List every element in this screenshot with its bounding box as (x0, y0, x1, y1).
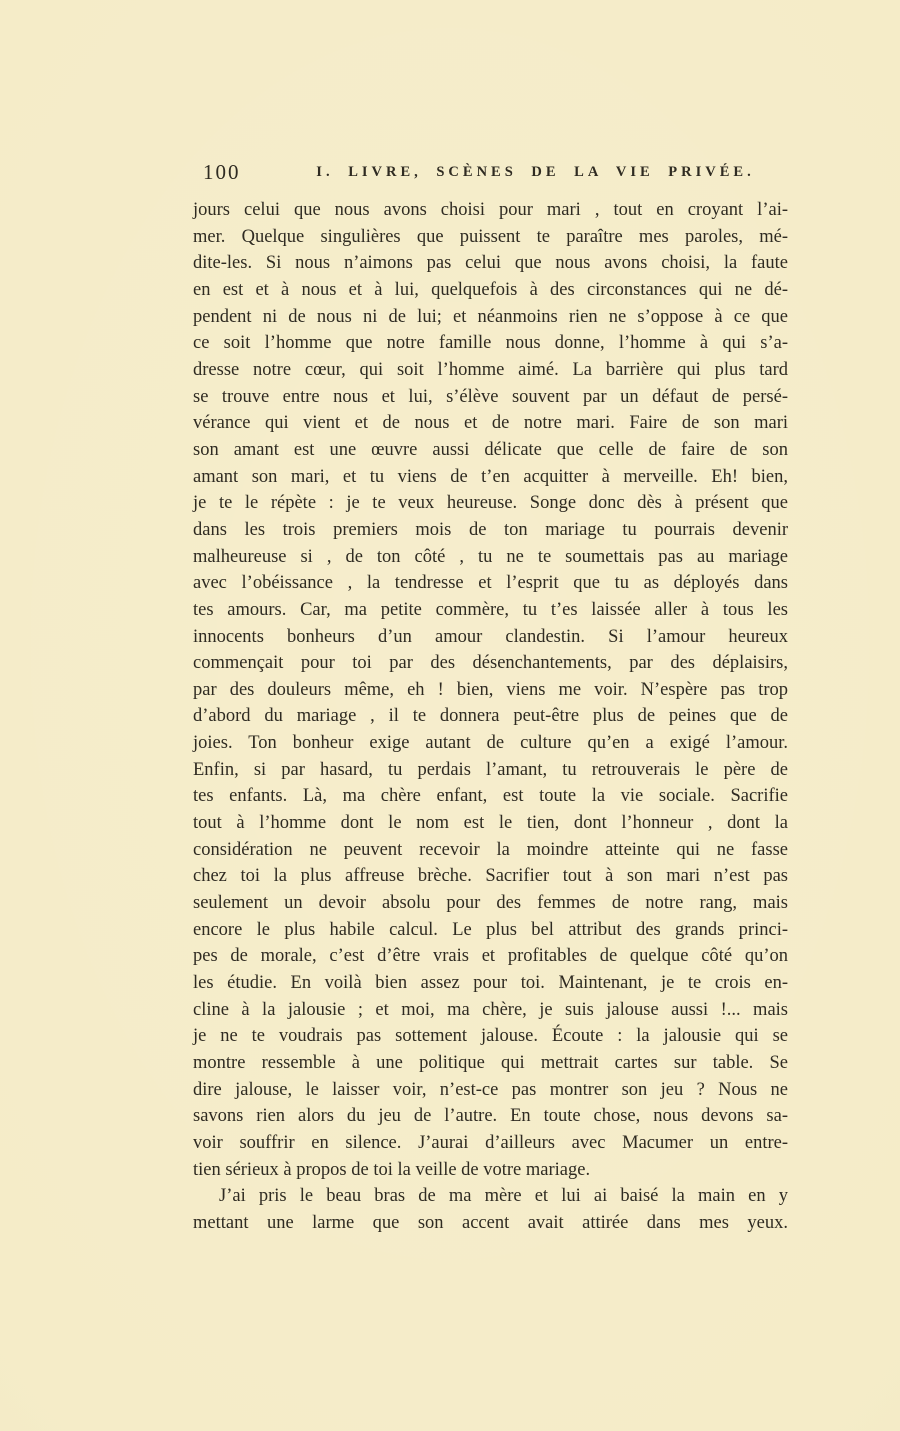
text-line: cline à la jalousie ; et moi, ma chère, je suis jalouse aussi !... mais (193, 999, 788, 1020)
text-line: pes de morale, c’est d’être vrais et profitables de quelque côté qu’on (193, 946, 788, 967)
text-line: je te le répète : je te veux heureuse. Songe donc dès à présent que (193, 493, 788, 514)
text-line: savons rien alors du jeu de l’autre. En toute chose, nous devons sa- (193, 1106, 788, 1127)
text-line: dresse notre cœur, qui soit l’homme aimé. La barrière qui plus tard (193, 359, 788, 380)
text-line: dite-les. Si nous n’aimons pas celui que nous avons choisi, la faute (193, 253, 788, 274)
text-line: vérance qui vient et de nous et de notre mari. Faire de son mari (193, 413, 788, 434)
text-line: tout à l’homme dont le nom est le tien, dont l’honneur , dont la (193, 813, 788, 834)
text-line: je ne te voudrais pas sottement jalouse. Écoute : la jalousie qui se (193, 1026, 788, 1047)
text-line: Enfin, si par hasard, tu perdais l’amant, tu retrouverais le père de (193, 759, 788, 780)
text-line: tes enfants. Là, ma chère enfant, est toute la vie sociale. Sacrifie (193, 786, 788, 807)
text-line: pendent ni de nous ni de lui; et néanmoins rien ne s’oppose à ce que (193, 306, 788, 327)
text-line: ce soit l’homme que notre famille nous donne, l’homme à qui s’a- (193, 333, 788, 354)
text-line: se trouve entre nous et lui, s’élève souvent par un défaut de persé- (193, 386, 788, 407)
text-line: les étudie. En voilà bien assez pour toi. Maintenant, je te crois en- (193, 973, 788, 994)
text-line: jours celui que nous avons choisi pour mari , tout en croyant l’ai- (193, 200, 788, 220)
page-number: 100 (203, 160, 241, 184)
text-line: malheureuse si , de ton côté , tu ne te soumettais pas au mariage (193, 546, 788, 567)
running-title: I. LIVRE, SCÈNES DE LA VIE PRIVÉE. (316, 164, 755, 180)
text-line: d’abord du mariage , il te donnera peut-être plus de peines que de (193, 706, 788, 727)
text-line: dans les trois premiers mois de ton mariage tu pourrais devenir (193, 519, 788, 540)
text-line: dire jalouse, le laisser voir, n’est-ce pas montrer son jeu ? Nous ne (193, 1079, 788, 1100)
text-line: mer. Quelque singulières que puissent te paraître mes paroles, mé- (193, 226, 788, 247)
text-line: joies. Ton bonheur exige autant de culture qu’en a exigé l’amour. (193, 733, 788, 754)
text-line: seulement un devoir absolu pour des femmes de notre rang, mais (193, 893, 788, 914)
text-line: avec l’obéissance , la tendresse et l’esprit que tu as déployés dans (193, 573, 788, 594)
text-line: encore le plus habile calcul. Le plus bel attribut des grands princi- (193, 919, 788, 940)
text-line: commençait pour toi par des désenchantements, par des déplaisirs, (193, 653, 788, 674)
paragraph (193, 197, 788, 1183)
text-line: voir souffrir en silence. J’aurai d’ailleurs avec Macumer un entre- (193, 1132, 788, 1153)
text-line: par des douleurs même, eh ! bien, viens me voir. N’espère pas trop (193, 679, 788, 700)
paragraph (193, 1183, 788, 1236)
text-line: J’ai pris le beau bras de ma mère et lui ai baisé la main en y (219, 1186, 788, 1207)
text-line: son amant est une œuvre aussi délicate que celle de faire de son (193, 439, 788, 460)
text-line: considération ne peuvent recevoir la moindre atteinte qui ne fasse (193, 839, 788, 860)
text-line: en est et à nous et à lui, quelquefois à des circonstances qui ne dé- (193, 279, 788, 300)
text-line: amant son mari, et tu viens de t’en acquitter à merveille. Eh! bien, (193, 466, 788, 487)
text-line: tes amours. Car, ma petite commère, tu t’es laissée aller à tous les (193, 599, 788, 620)
text-line: mettant une larme que son accent avait attirée dans mes yeux. (193, 1212, 788, 1233)
page-header (193, 158, 788, 188)
text-line: tien sérieux à propos de toi la veille de votre mariage. (193, 1159, 591, 1180)
text-line: chez toi la plus affreuse brèche. Sacrifier tout à son mari n’est pas (193, 866, 788, 887)
text-column (193, 197, 788, 1237)
text-line: montre ressemble à une politique qui mettrait cartes sur table. Se (193, 1053, 788, 1073)
text-line: innocents bonheurs d’un amour clandestin. Si l’amour heureux (193, 626, 788, 647)
